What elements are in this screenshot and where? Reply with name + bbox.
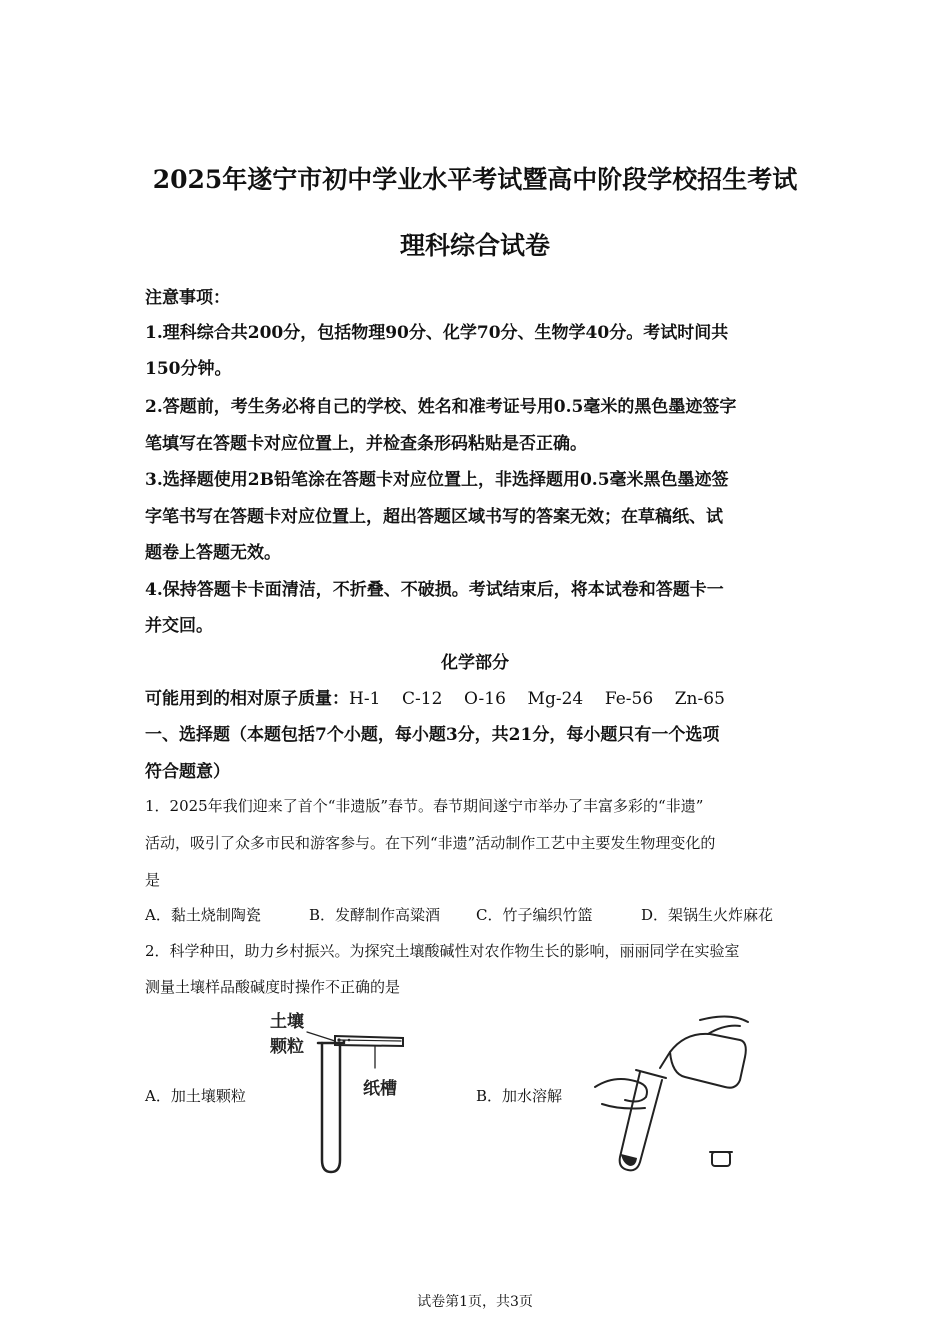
figure-add-soil-particles xyxy=(265,1010,415,1180)
q2-option-a: A．加土壤颗粒 xyxy=(145,1087,246,1105)
q2-text: 测量土壤样品酸碱度时操作不正确的是 xyxy=(145,978,401,996)
note-line: 150分钟。 xyxy=(145,359,232,379)
note-line: 2.答题前，考生务必将自己的学校、姓名和准考证号用0.5毫米的黑色墨迹签字 xyxy=(145,397,737,417)
notes-heading: 注意事项： xyxy=(145,288,230,308)
note-line: 并交回。 xyxy=(145,616,213,636)
part1-heading: 一、选择题（本题包括7个小题，每小题3分，共21分，每小题只有一个选项 xyxy=(145,725,720,745)
page-footer: 试卷第1页，共3页 xyxy=(417,1294,533,1310)
q2-option-b: B．加水溶解 xyxy=(476,1087,563,1105)
q1-text: 1．2025年我们迎来了首个“非遗版”春节。春节期间遂宁市举办了丰富多彩的“非遗” xyxy=(145,797,704,815)
label-particles: 颗粒 xyxy=(270,1037,304,1057)
q1-option-d: D．架锅生火炸麻花 xyxy=(641,906,774,924)
note-line: 笔填写在答题卡对应位置上，并检查条形码粘贴是否正确。 xyxy=(145,434,587,454)
q1-option-b: B．发酵制作高粱酒 xyxy=(309,906,441,924)
atomic-mass-values: H-1 C-12 O-16 Mg-24 Fe-56 Zn-65 xyxy=(349,689,725,709)
atomic-mass-line xyxy=(145,684,725,709)
q2-text: 2．科学种田，助力乡村振兴。为探究土壤酸碱性对农作物生长的影响，丽丽同学在实验室 xyxy=(145,942,740,960)
section-title: 化学部分 xyxy=(441,653,509,673)
q1-option-c: C．竹子编织竹篮 xyxy=(476,906,593,924)
note-line: 4.保持答题卡卡面清洁，不折叠、不破损。考试结束后，将本试卷和答题卡一 xyxy=(145,580,724,600)
label-paper-trough: 纸槽 xyxy=(363,1079,397,1099)
exam-subtitle: 理科综合试卷 xyxy=(399,231,550,260)
figure-add-water-dissolve xyxy=(590,1012,770,1182)
part1-heading-cont: 符合题意） xyxy=(145,762,230,782)
q1-text: 活动，吸引了众多市民和游客参与。在下列“非遗”活动制作工艺中主要发生物理变化的 xyxy=(145,834,716,852)
q1-text: 是 xyxy=(145,871,161,889)
exam-title: 2025年遂宁市初中学业水平考试暨高中阶段学校招生考试 xyxy=(152,165,798,194)
note-line: 3.选择题使用2B铅笔涂在答题卡对应位置上，非选择题用0.5毫米黑色墨迹签 xyxy=(145,470,729,490)
atomic-mass-label: 可能用到的相对原子质量： xyxy=(145,689,349,709)
q1-option-a: A．黏土烧制陶瓷 xyxy=(145,906,261,924)
note-line: 字笔书写在答题卡对应位置上，超出答题区域书写的答案无效；在草稿纸、试 xyxy=(145,507,723,527)
label-soil: 土壤 xyxy=(270,1012,304,1032)
note-line: 1.理科综合共200分，包括物理90分、化学70分、生物学40分。考试时间共 xyxy=(145,323,729,343)
note-line: 题卷上答题无效。 xyxy=(145,543,281,563)
